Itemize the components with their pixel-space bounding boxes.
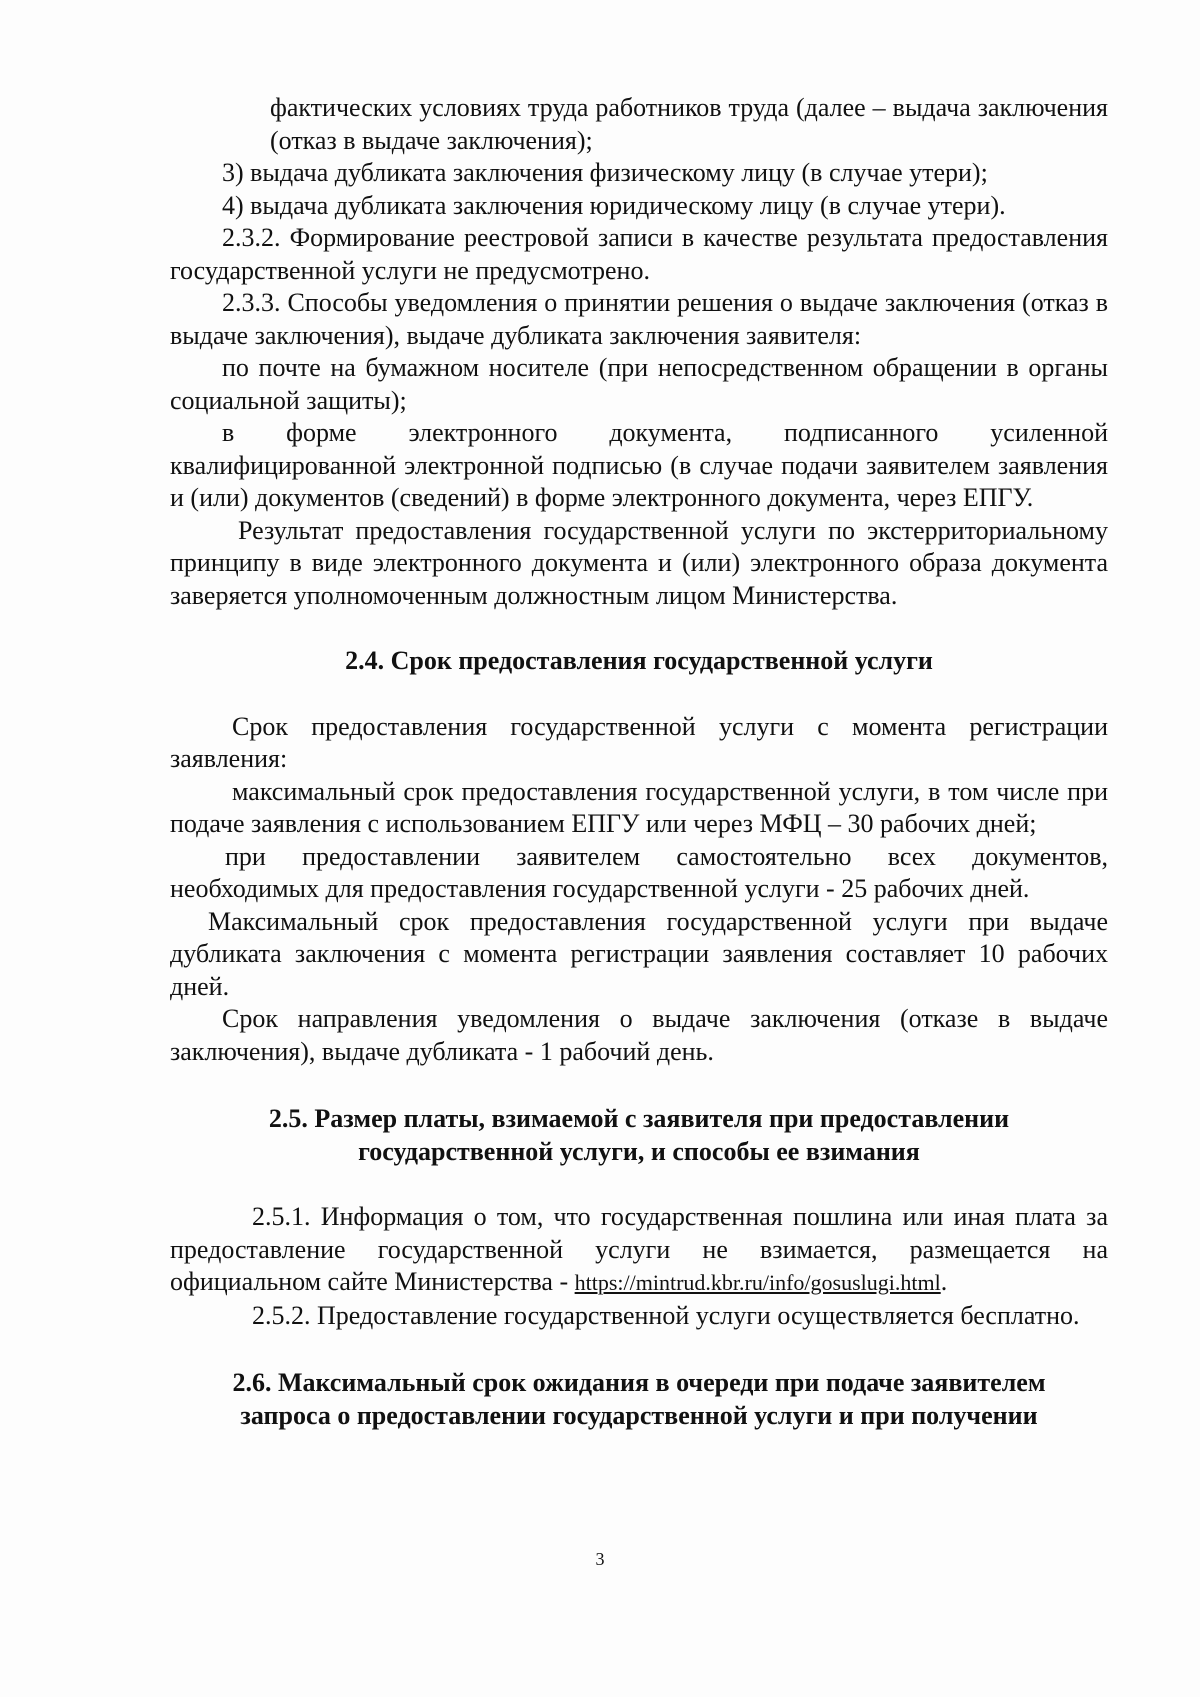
section-heading-2-4: 2.4. Срок предоставления государственной услуги bbox=[345, 646, 933, 675]
paragraph-2-5-2: 2.5.2. Предоставление государственной услуги осуществляется бесплатно. bbox=[252, 1300, 1080, 1330]
section-heading-2-6-line1: 2.6. Максимальный срок ожидания в очереди при подаче заявителем bbox=[232, 1368, 1046, 1397]
paragraph-electronic-form: в форме электронного документа, подписанного усиленной квалифицированной электронной подписью (в случае подачи заявителем заявления и (или) документов (сведений) в форме электронного документа, через ЕПГУ. bbox=[170, 418, 1108, 512]
document-body bbox=[170, 92, 1108, 1432]
paragraph-2-4-notification: Срок направления уведомления о выдаче заключения (отказе в выдаче заключения), выдаче дубликата - 1 рабочий день. bbox=[170, 1004, 1108, 1066]
paragraph-2-5-1 bbox=[170, 1201, 1108, 1300]
paragraph-2-5-1-end: . bbox=[940, 1267, 948, 1296]
ministry-website-link[interactable]: https://mintrud.kbr.ru/info/gosuslugi.html bbox=[574, 1270, 941, 1295]
paragraph-2-3-2: 2.3.2. Формирование реестровой записи в качестве результата предоставления государственной услуги не предусмотрено. bbox=[170, 223, 1108, 285]
section-heading-2-5 bbox=[170, 1103, 1108, 1168]
list-item-3: 3) выдача дубликата заключения физическому лицу (в случае утери); bbox=[222, 158, 988, 187]
paragraph-by-mail: по почте на бумажном носителе (при непосредственном обращении в органы социальной защиты); bbox=[170, 353, 1108, 415]
page-number: 3 bbox=[595, 1549, 605, 1569]
section-heading-2-6-line2: запроса о предоставлении государственной услуги и при получении bbox=[240, 1400, 1038, 1430]
paragraph-2-5-1-text: 2.5.1. Информация о том, что государственная пошлина или иная плата за предоставление государственной услуги не взимается, размещается на официальном сайте Министерства - bbox=[170, 1202, 1108, 1296]
paragraph-result: Результат предоставления государственной услуги по экстерриториальному принципу в виде электронного документа и (или) электронного образа документа заверяется уполномоченным должностным лицом Министерства. bbox=[170, 515, 1108, 610]
paragraph-2-4-duplicate: Максимальный срок предоставления государственной услуги при выдаче дубликата заключения с момента регистрации заявления составляет 10 рабочих дней. bbox=[170, 906, 1108, 1001]
section-heading-2-6 bbox=[170, 1367, 1108, 1432]
list-item-4: 4) выдача дубликата заключения юридическому лицу (в случае утери). bbox=[222, 190, 1006, 220]
paragraph-2-3-3: 2.3.3. Способы уведомления о принятии решения о выдаче заключения (отказ в выдаче заключения), выдаче дубликата заключения заявителя: bbox=[170, 288, 1108, 350]
paragraph-continuation: фактических условиях труда работников труда (далее – выдача заключения (отказ в выдаче заключения); bbox=[270, 93, 1108, 155]
paragraph-2-4-self-docs: при предоставлении заявителем самостоятельно всех документов, необходимых для предоставления государственной услуги - 25 рабочих дней. bbox=[170, 841, 1108, 903]
section-heading-2-5-line2: государственной услуги, и способы ее взимания bbox=[358, 1136, 920, 1166]
section-heading-2-5-line1: 2.5. Размер платы, взимаемой с заявителя при предоставлении bbox=[268, 1104, 1010, 1133]
paragraph-2-4-term: Срок предоставления государственной услуги с момента регистрации заявления: bbox=[170, 711, 1108, 773]
paragraph-2-4-max-term: максимальный срок предоставления государственной услуги, в том числе при подаче заявления с использованием ЕПГУ или через МФЦ – 30 рабочих дней; bbox=[170, 776, 1108, 838]
